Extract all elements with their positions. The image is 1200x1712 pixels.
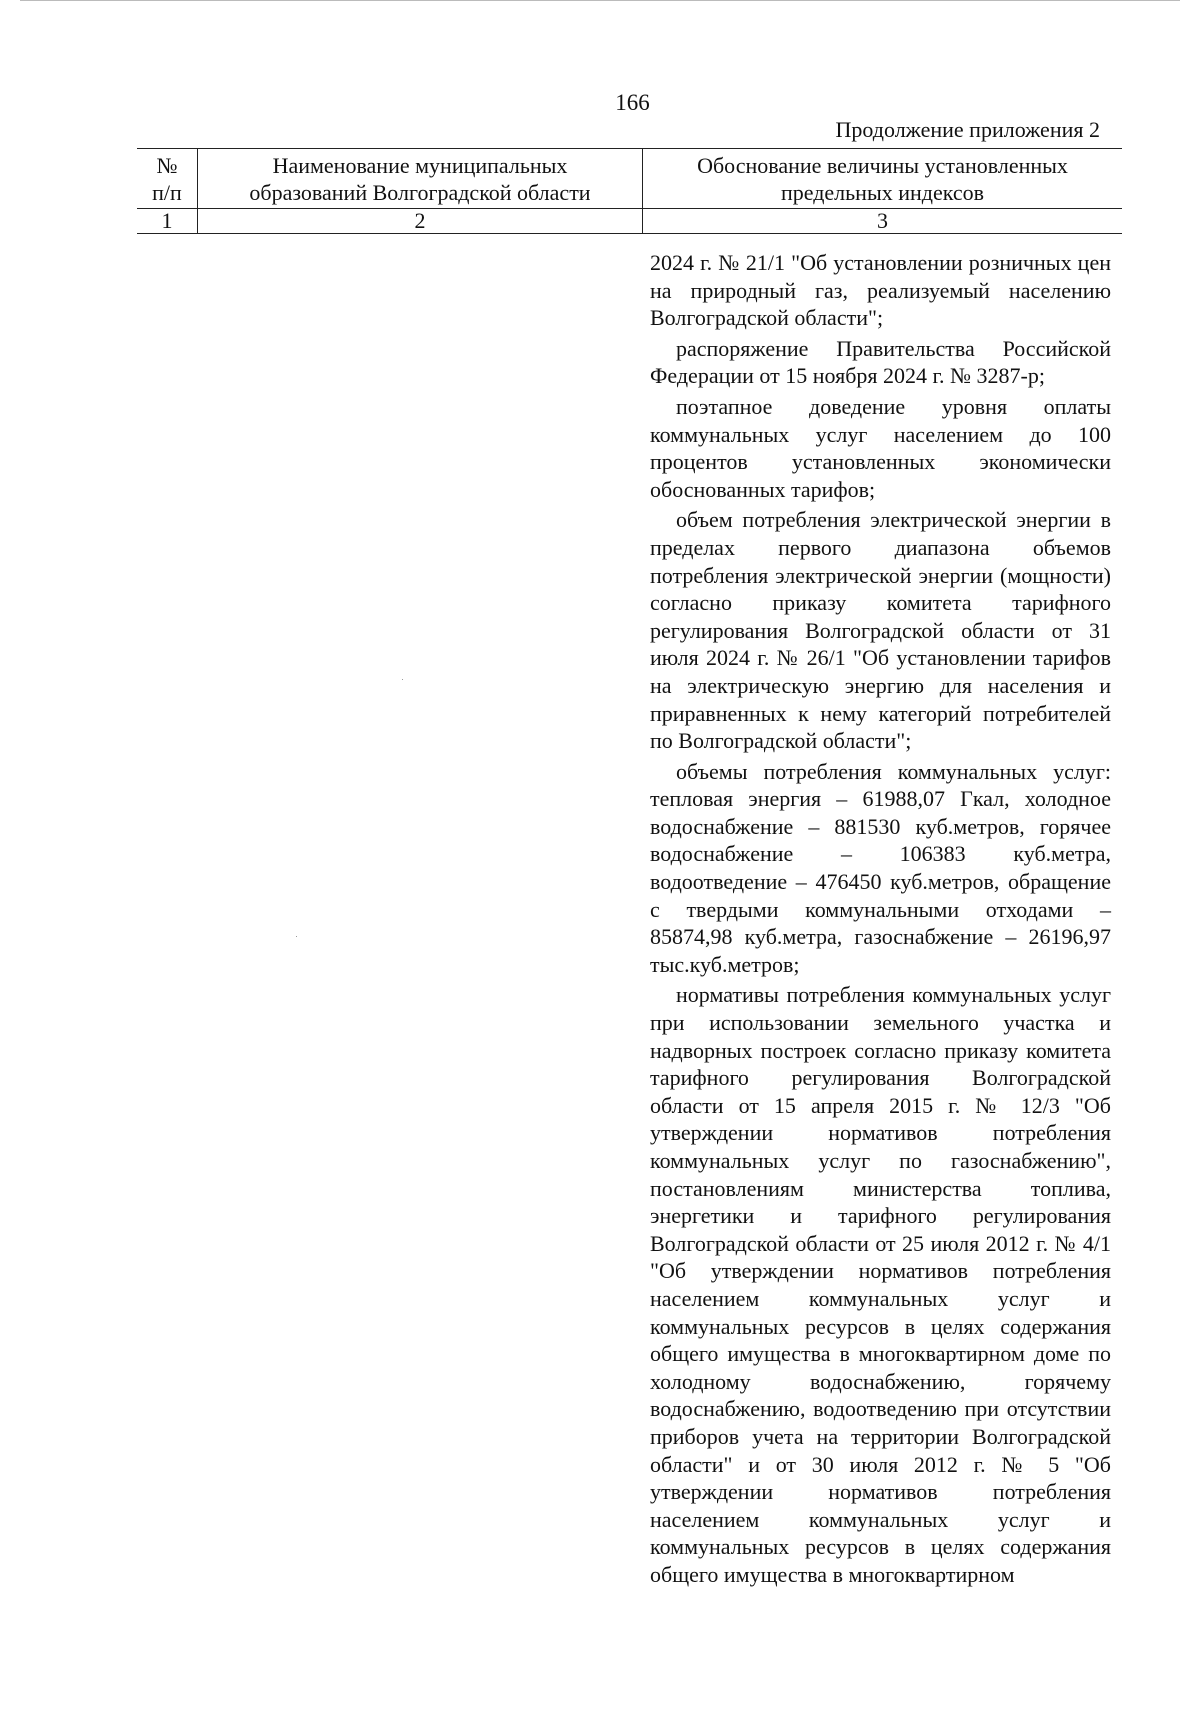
paragraph: распоряжение Правительства Российской Федерации от 15 ноября 2024 г. № 3287-р; xyxy=(650,335,1111,389)
column-header-municipality xyxy=(198,149,643,209)
paragraph: нормативы потребления коммунальных услуг при использовании земельного участка и надворных построек согласно приказу комитета тарифного регулирования Волгоградской области от 15 апреля 2015 г. № 12/3 "Об утверждении нормативов потребления коммунальных услуг по газоснабжению", постановлениям министерства топлива, энергетики и тарифного регулирования Волгоградской области от 25 июля 2012 г. № 4/1 "Об утверждении нормативов потребления населением коммунальных услуг и коммунальных ресурсов в целях содержания общего имущества в многоквартирном доме по холодному водоснабжению, горячему водоснабжению, водоотведению при отсутствии приборов учета на территории Волгоградской области" и от 30 июля 2012 г. № 5 "Об утверждении нормативов потребления населением коммунальных услуг и коммунальных ресурсов в целях содержания общего имущества в многоквартирном xyxy=(650,982,1111,1587)
paragraph: объемы потребления коммунальных услуг: тепловая энергия – 61988,07 Гкал, холодное водоснабжение – 881530 куб.метров, горячее водоснабжение – 106383 куб.метра, водоотведение – 476450 куб.метров, обращение с твердыми коммунальными отходами – 85874,98 куб.метра, газоснабжение – 26196,97 тыс.куб.метров; xyxy=(650,758,1111,977)
column-header-line: образований Волгоградской области xyxy=(249,180,591,205)
justification-text xyxy=(650,249,1111,1592)
continuation-label: Продолжение приложения 2 xyxy=(835,117,1100,142)
table-header xyxy=(137,148,1122,234)
paragraph: 2024 г. № 21/1 "Об установлении розничных цен на природный газ, реализуемый населению Волгоградской области"; xyxy=(650,250,1111,331)
table-header-numbers-row xyxy=(137,209,1122,234)
column-header-line: предельных индексов xyxy=(780,180,985,205)
scan-speck xyxy=(402,679,403,680)
column-header-line: № xyxy=(156,153,178,178)
page-number: 166 xyxy=(615,90,650,115)
column-header-justification xyxy=(643,149,1123,209)
column-header-line: Наименование муниципальных xyxy=(272,153,568,178)
column-header-line: п/п xyxy=(152,180,182,205)
column-header-line: Обоснование величины установленных xyxy=(697,153,1068,178)
paragraph: объем потребления электрической энергии в пределах первого диапазона объемов потребления электрической энергии (мощности) согласно приказу комитета тарифного регулирования Волгоградской области от 31 июля 2024 г. № 26/1 "Об установлении тарифов на электрическую энергию для населения и приравненных к нему категорий потребителей по Волгоградской области"; xyxy=(650,507,1111,754)
column-number-cell: 2 xyxy=(198,209,643,234)
column-header-number xyxy=(137,149,198,209)
table-header-names-row xyxy=(137,149,1122,209)
column-number-cell: 1 xyxy=(137,209,198,234)
paragraph: поэтапное доведение уровня оплаты коммунальных услуг населением до 100 процентов установленных экономически обоснованных тарифов; xyxy=(650,393,1111,502)
column-number-cell: 3 xyxy=(643,209,1123,234)
scan-top-edge xyxy=(20,0,1180,1)
scan-speck xyxy=(296,936,297,937)
